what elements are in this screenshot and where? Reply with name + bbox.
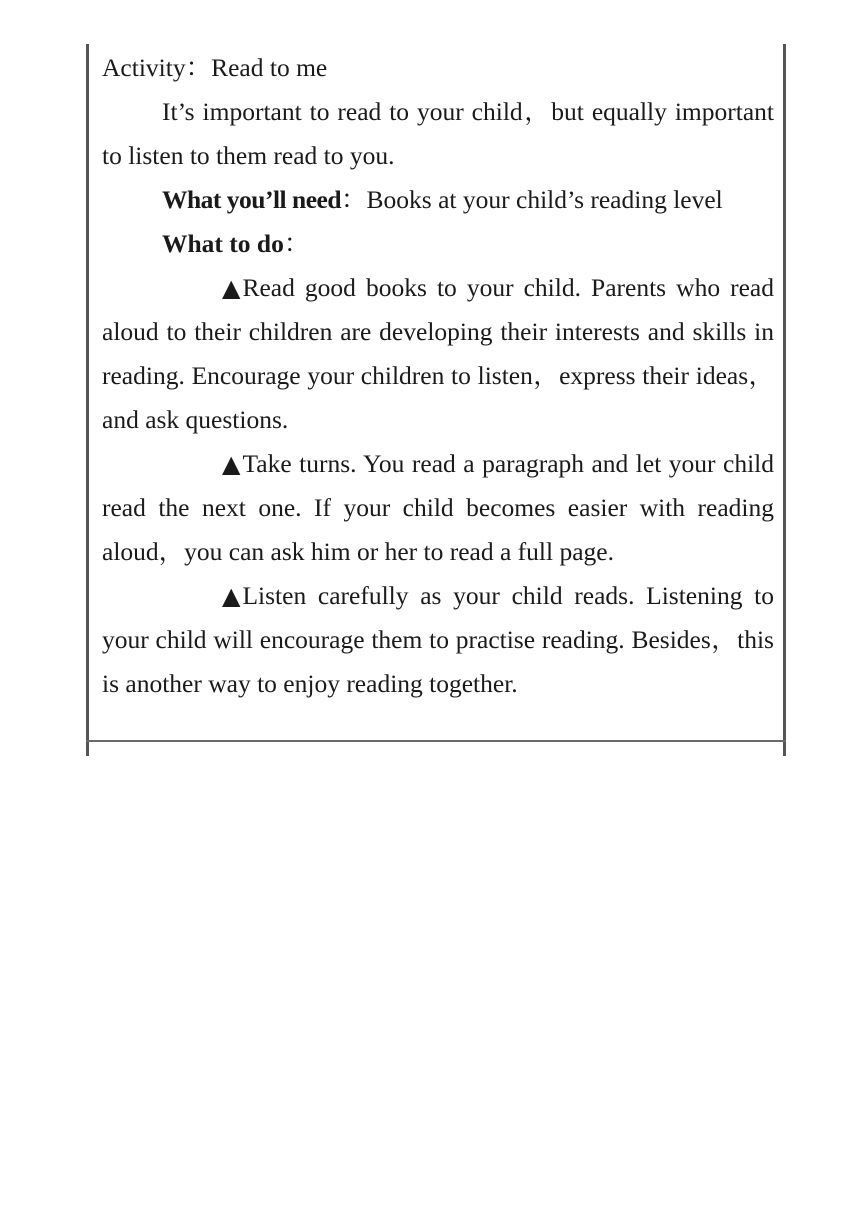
triangle-bullet-icon: ▲: [222, 582, 241, 610]
step-paragraph-2: [102, 442, 774, 574]
todo-heading: [102, 222, 774, 266]
need-label: What you’ll need: [162, 185, 342, 214]
need-line: [102, 178, 774, 222]
todo-label: What to do: [162, 229, 284, 258]
step-paragraph-3: [102, 574, 774, 706]
triangle-bullet-icon: ▲: [222, 274, 241, 302]
triangle-bullet-icon: ▲: [222, 450, 241, 478]
step-text-2: Take turns. You read a paragraph and let your child read the next one. If your child becomes easier with reading aloud，you can ask him or her to read a full page.: [102, 449, 774, 566]
step-text-1: Read good books to your child. Parents who read aloud to their children are developing their interests and skills in reading. Encourage your children to listen，express their ideas，and ask questions.: [102, 273, 774, 434]
step-text-3: Listen carefully as your child reads. Listening to your child will encourage them to practise reading. Besides，this is another way to enjoy reading together.: [102, 581, 774, 698]
activity-label: Activity: [102, 53, 186, 82]
frame-bottom-rule: [86, 740, 786, 742]
activity-heading: [102, 46, 774, 90]
intro-paragraph: It’s important to read to your child，but equally important to listen to them read to you.: [102, 97, 774, 170]
activity-separator: ：: [185, 53, 212, 82]
todo-separator: ：: [283, 229, 310, 258]
need-text: Books at your child’s reading level: [366, 185, 723, 214]
document-body: [102, 46, 774, 706]
activity-title: Read to me: [211, 53, 328, 82]
need-separator: ：: [341, 185, 367, 214]
step-paragraph-1: [102, 266, 774, 442]
